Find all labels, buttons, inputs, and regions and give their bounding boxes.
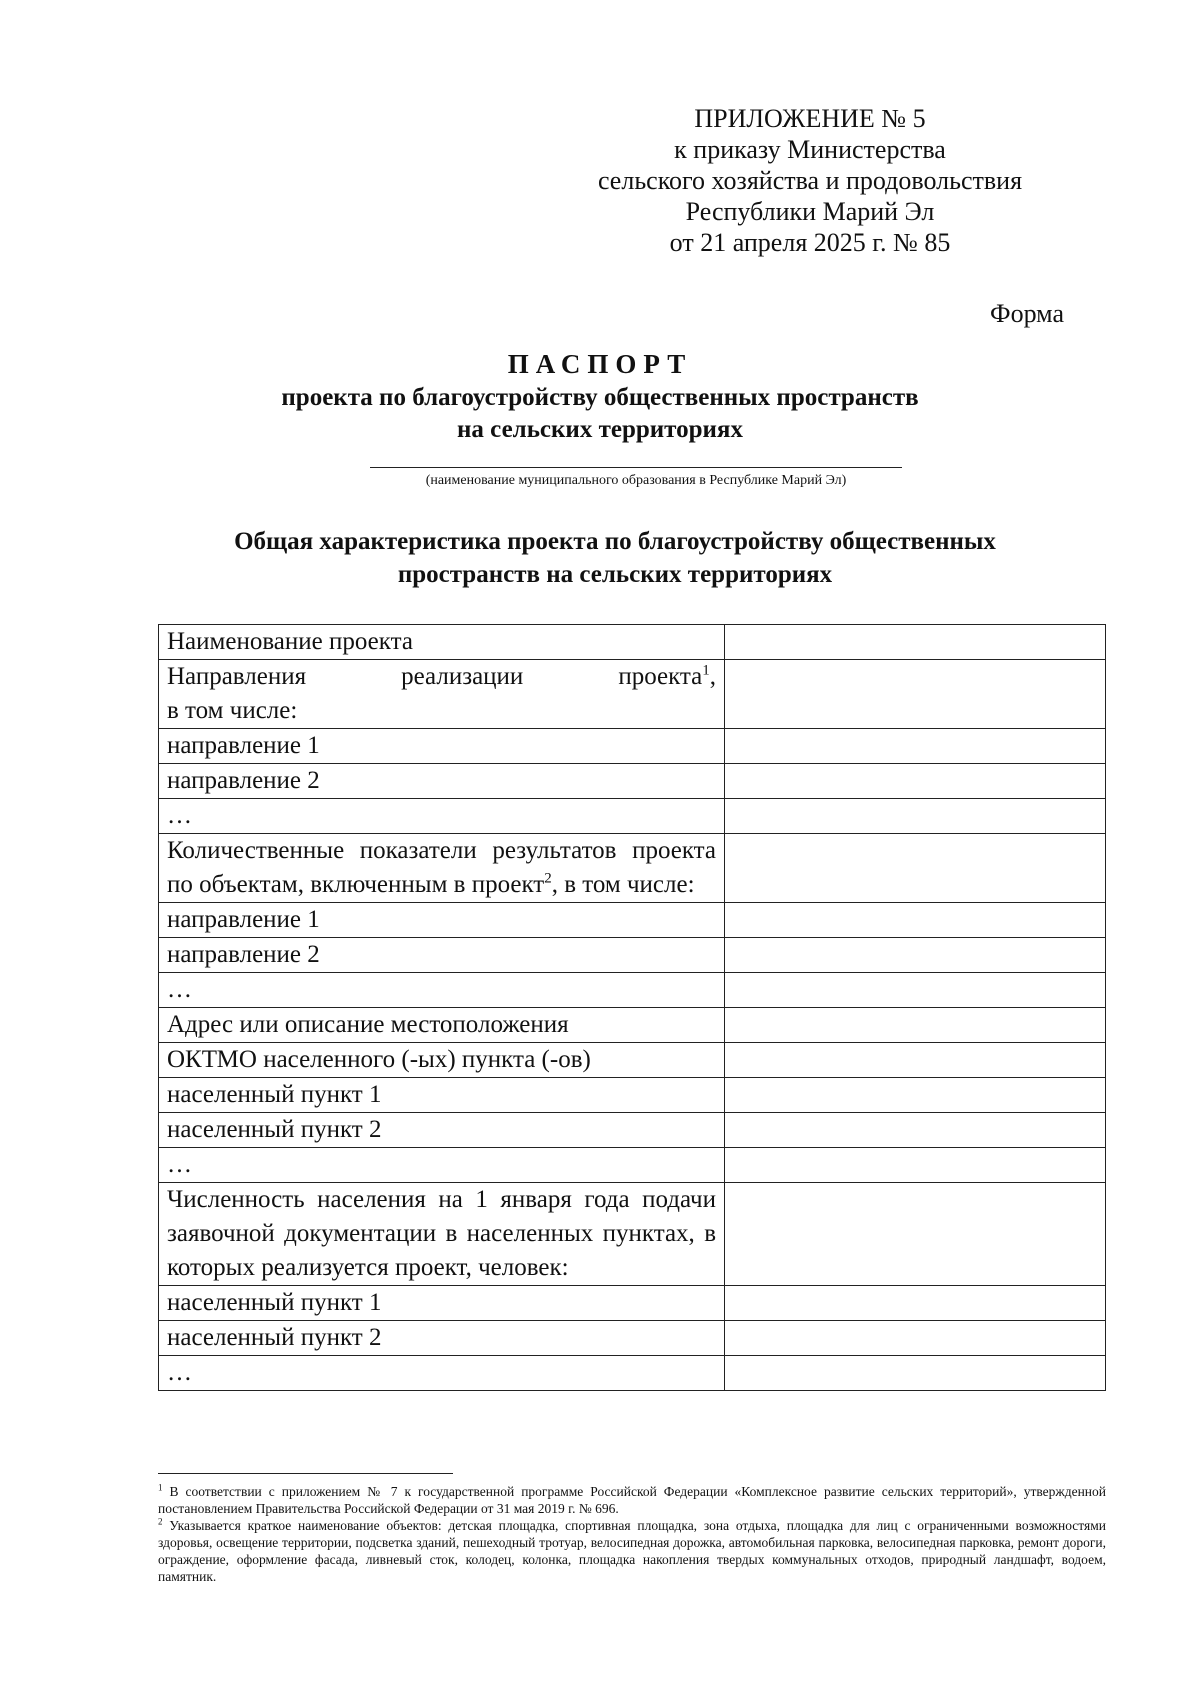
row-label: Количественные показатели результатов проекта по объектам, включенным в проект$^2$, в том числе: [159,834,725,903]
row-label: направление 2 [159,938,725,973]
row-label-line: в том числе: [167,697,298,724]
appendix-republic-line: Республики Марий Эл [685,197,935,226]
row-value-cell[interactable] [725,1008,1106,1043]
appendix-order-line: к приказу Министерства [674,135,946,164]
municipality-blank-line [370,467,902,468]
row-label-line: Направления реализации проекта$^1$, [167,662,716,690]
table-row [159,1113,1106,1148]
table-row [159,938,1106,973]
table-row [159,625,1106,660]
table-row [159,973,1106,1008]
row-value-cell[interactable] [725,973,1106,1008]
project-characteristics-table [158,624,1106,1391]
appendix-header [560,103,1060,258]
row-value-cell[interactable] [725,1286,1106,1321]
footnote-1: $^1$ В соответствии с приложением № 7 к государственной программе Российской Федерации «Комплексное развитие сельских территорий», утвержденной постановлением Правительства Российской Федерации от 31 мая 2019 г. № 696. [158,1482,1107,1516]
table-row [159,729,1106,764]
row-label: населенный пункт 2 [159,1321,725,1356]
row-value-cell[interactable] [725,660,1106,729]
appendix-number: ПРИЛОЖЕНИЕ № 5 [694,104,926,133]
row-label: направление 2 [159,764,725,799]
title-subtitle-line1: проекта по благоустройству общественных пространств [281,384,919,411]
row-label: Численность населения на 1 января года подачи заявочной документации в населенных пунктах, в которых реализуется проект, человек: [159,1183,725,1286]
document-title [0,346,1200,446]
table-row [159,834,1106,903]
row-label: направление 1 [159,903,725,938]
row-value-cell[interactable] [725,799,1106,834]
table-row [159,799,1106,834]
form-label: Форма [990,299,1064,328]
table-row [159,1321,1106,1356]
row-value-cell[interactable] [725,1113,1106,1148]
row-label: … [159,799,725,834]
table-row [159,1008,1106,1043]
passport-heading: ПАСПОРТ [507,349,693,379]
appendix-ministry-line: сельского хозяйства и продовольствия [597,166,1023,195]
table-row [159,1286,1106,1321]
row-value-cell[interactable] [725,1148,1106,1183]
row-value-cell[interactable] [725,1078,1106,1113]
section-title-line2: пространств на сельских территориях [397,561,833,588]
row-value-cell[interactable] [725,1321,1106,1356]
footnote-ref-1: 1 [702,662,710,679]
footnote-separator [158,1473,453,1474]
row-label: Адрес или описание местоположения [159,1008,725,1043]
row-label: населенный пункт 1 [159,1078,725,1113]
table-row [159,764,1106,799]
footnotes [158,1483,1106,1585]
table-row [159,1356,1106,1391]
row-label [159,660,725,729]
title-subtitle-line2: на сельских территориях [457,416,743,443]
footnote-ref-2: 2 [544,870,552,887]
row-value-cell[interactable] [725,764,1106,799]
row-value-cell[interactable] [725,1183,1106,1286]
table-row [159,1078,1106,1113]
section-title-line1: Общая характеристика проекта по благоустройству общественных [234,528,996,555]
row-value-cell[interactable] [725,729,1106,764]
table-row [159,1148,1106,1183]
section-title [150,525,1080,591]
table-row [159,1043,1106,1078]
municipality-caption: (наименование муниципального образования в Республике Марий Эл) [425,473,847,488]
table-row [159,903,1106,938]
row-label: Наименование проекта [159,625,725,660]
row-value-cell[interactable] [725,834,1106,903]
row-label: населенный пункт 1 [159,1286,725,1321]
row-value-cell[interactable] [725,1356,1106,1391]
row-label: … [159,1356,725,1391]
row-value-cell[interactable] [725,1043,1106,1078]
footnote-2: $^2$ Указывается краткое наименование объектов: детская площадка, спортивная площадка, зона отдыха, площадка для лиц с ограниченными возможностями здоровья, освещение территории, подсветка зданий, пешеходный тротуар, велосипедная дорожка, автомобильная парковка, велосипедная парковка, ремонт дороги, ограждение, оформление фасада, ливневый сток, колодец, колонка, площадка накопления твердых коммунальных отходов, природный ландшафт, водоем, памятник. [158,1516,1106,1584]
table-row [159,660,1106,729]
row-label: … [159,973,725,1008]
row-label: ОКТМО населенного (-ых) пункта (-ов) [159,1043,725,1078]
row-value-cell[interactable] [725,625,1106,660]
table-row [159,1183,1106,1286]
row-label: … [159,1148,725,1183]
appendix-date-line: от 21 апреля 2025 г. № 85 [669,228,951,257]
row-label: населенный пункт 2 [159,1113,725,1148]
row-value-cell[interactable] [725,938,1106,973]
row-label: направление 1 [159,729,725,764]
row-value-cell[interactable] [725,903,1106,938]
